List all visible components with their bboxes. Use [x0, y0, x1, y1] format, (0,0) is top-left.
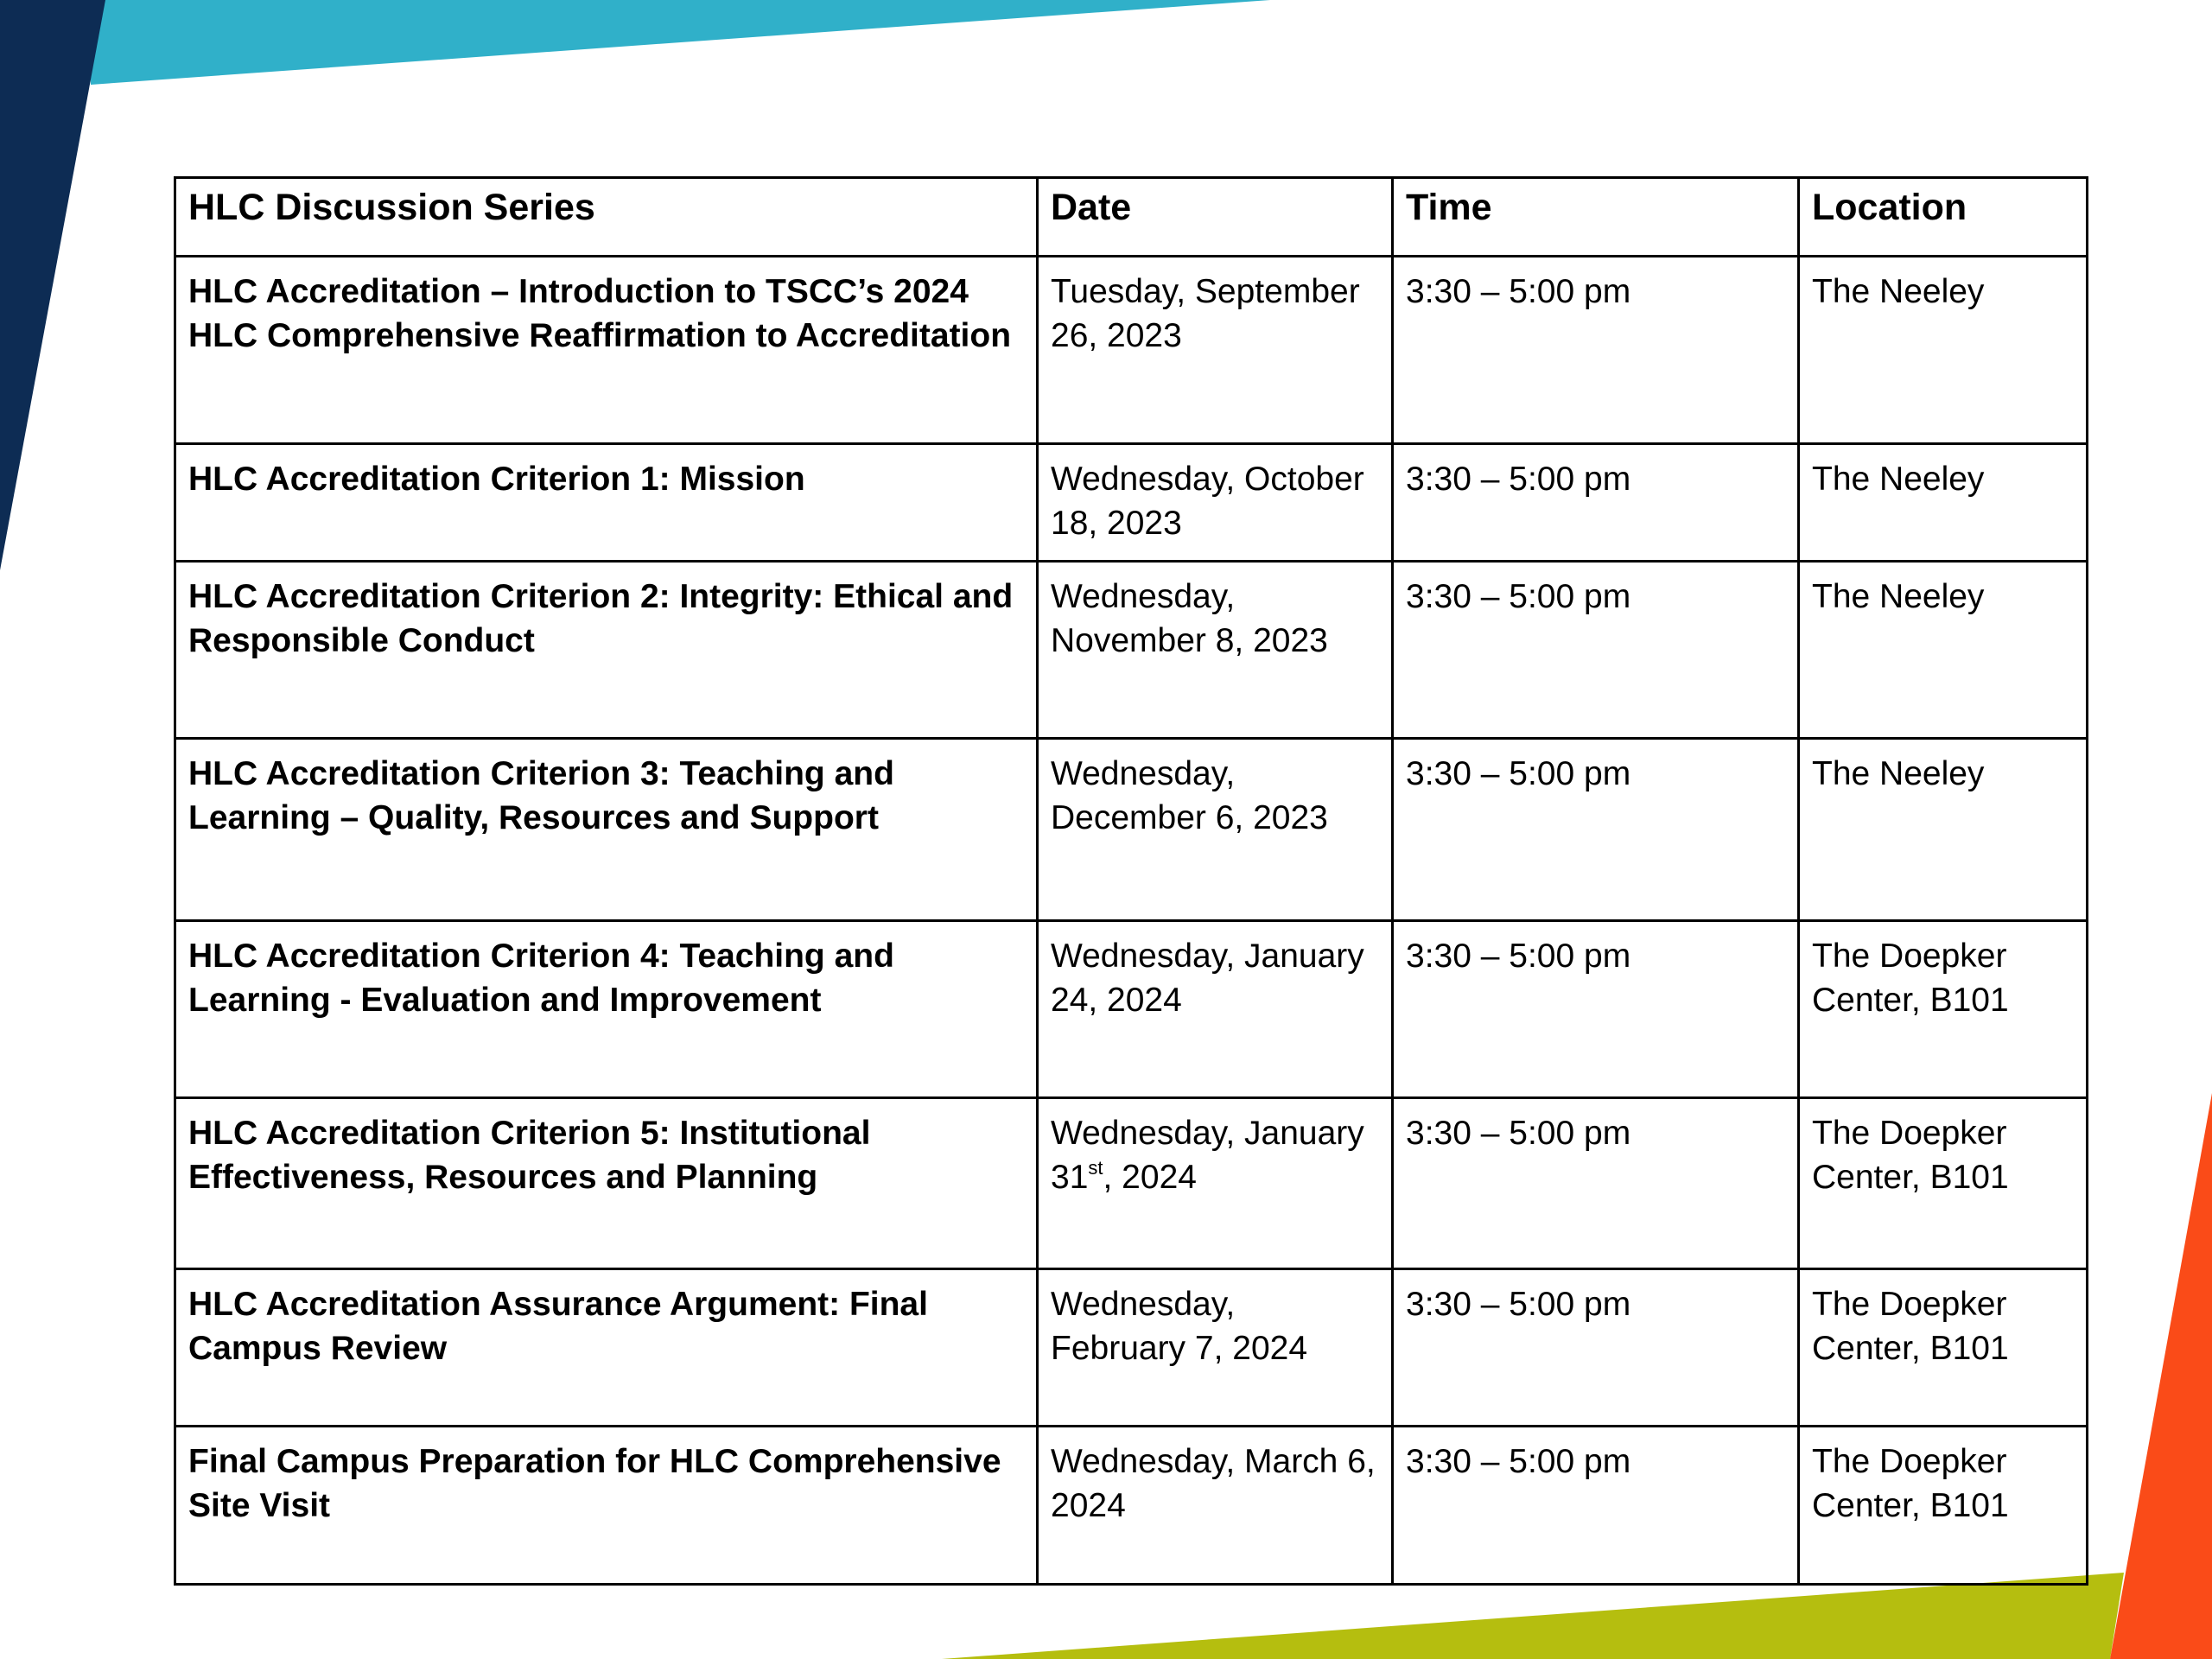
location-cell: The Doepker Center, B101: [1799, 1269, 2088, 1427]
header-location: Location: [1799, 178, 2088, 257]
ordinal-suffix: st: [1088, 1157, 1103, 1179]
location-cell: The Neeley: [1799, 257, 2088, 444]
navy-left-band: [0, 0, 105, 570]
time-cell: 3:30 – 5:00 pm: [1393, 562, 1799, 739]
series-cell: HLC Accreditation Criterion 2: Integrity: Ethical and Responsible Conduct: [175, 562, 1038, 739]
table-row: [175, 739, 2088, 921]
orange-right-band: [2110, 1093, 2212, 1659]
location-cell: The Neeley: [1799, 739, 2088, 921]
date-cell: Wednesday, March 6, 2024: [1038, 1427, 1393, 1585]
time-cell: 3:30 – 5:00 pm: [1393, 739, 1799, 921]
time-cell: 3:30 – 5:00 pm: [1393, 444, 1799, 562]
series-cell: Final Campus Preparation for HLC Comprehensive Site Visit: [175, 1427, 1038, 1585]
series-cell: HLC Accreditation Criterion 5: Institutional Effectiveness, Resources and Planning: [175, 1098, 1038, 1269]
location-cell: The Neeley: [1799, 562, 2088, 739]
table-header-row: [175, 178, 2088, 257]
time-cell: 3:30 – 5:00 pm: [1393, 921, 1799, 1098]
table-row: [175, 921, 2088, 1098]
series-cell: HLC Accreditation Criterion 4: Teaching and Learning - Evaluation and Improvement: [175, 921, 1038, 1098]
lime-bottom-band: [942, 1573, 2124, 1659]
time-cell: 3:30 – 5:00 pm: [1393, 1098, 1799, 1269]
table-row: [175, 1427, 2088, 1585]
series-cell: HLC Accreditation Criterion 1: Mission: [175, 444, 1038, 562]
time-cell: 3:30 – 5:00 pm: [1393, 1269, 1799, 1427]
teal-top-band: [86, 0, 1270, 85]
date-text: Wednesday, January 31: [1051, 1115, 1364, 1196]
location-cell: The Doepker Center, B101: [1799, 1098, 2088, 1269]
series-cell: HLC Accreditation – Introduction to TSCC’s 2024 HLC Comprehensive Reaffirmation to Accreditation: [175, 257, 1038, 444]
date-cell: Wednesday, October 18, 2023: [1038, 444, 1393, 562]
location-cell: The Doepker Center, B101: [1799, 1427, 2088, 1585]
header-series: HLC Discussion Series: [175, 178, 1038, 257]
date-cell: Wednesday, February 7, 2024: [1038, 1269, 1393, 1427]
header-time: Time: [1393, 178, 1799, 257]
table-row: [175, 257, 2088, 444]
date-cell: Tuesday, September 26, 2023: [1038, 257, 1393, 444]
series-cell: HLC Accreditation Criterion 3: Teaching and Learning – Quality, Resources and Support: [175, 739, 1038, 921]
discussion-schedule-table: [174, 176, 2088, 1586]
date-cell: [1038, 1098, 1393, 1269]
time-cell: 3:30 – 5:00 pm: [1393, 1427, 1799, 1585]
location-cell: The Doepker Center, B101: [1799, 921, 2088, 1098]
table-row: [175, 444, 2088, 562]
date-text-year: , 2024: [1103, 1159, 1197, 1196]
table-row: [175, 1269, 2088, 1427]
date-cell: Wednesday, December 6, 2023: [1038, 739, 1393, 921]
table-row: [175, 1098, 2088, 1269]
series-cell: HLC Accreditation Assurance Argument: Final Campus Review: [175, 1269, 1038, 1427]
time-cell: 3:30 – 5:00 pm: [1393, 257, 1799, 444]
date-cell: Wednesday, November 8, 2023: [1038, 562, 1393, 739]
table-row: [175, 562, 2088, 739]
date-cell: Wednesday, January 24, 2024: [1038, 921, 1393, 1098]
header-date: Date: [1038, 178, 1393, 257]
location-cell: The Neeley: [1799, 444, 2088, 562]
